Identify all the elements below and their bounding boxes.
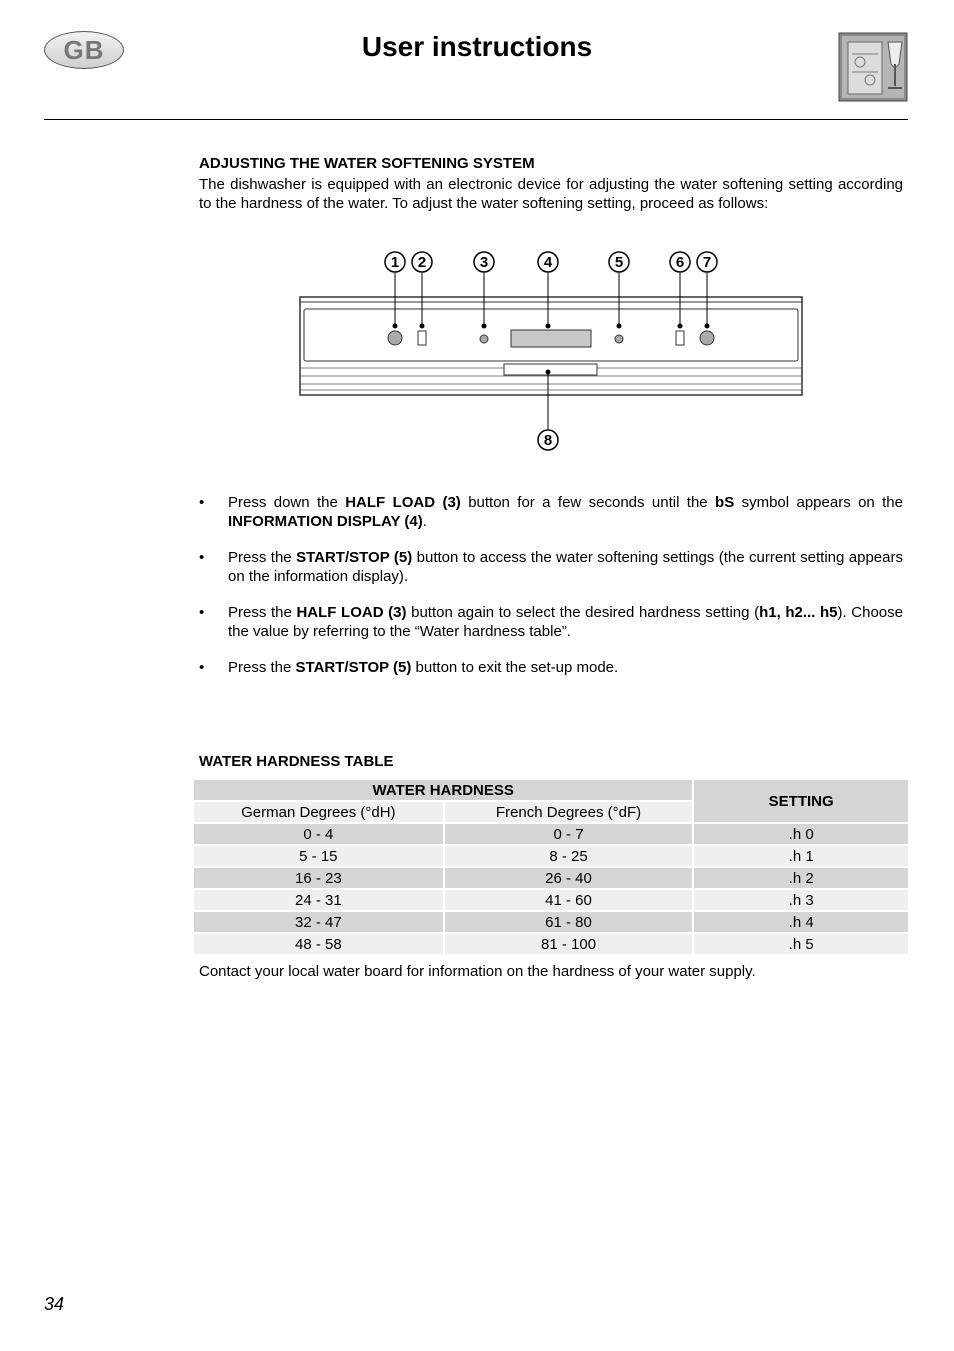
callout-6: 6 [675,254,685,271]
control-3-button [480,335,488,343]
table-row [194,868,908,888]
step-text: button to access the water softening settings (the current setting appears on the information display). [228,549,903,585]
header-water-hardness: WATER HARDNESS [194,780,692,800]
table-row [194,846,908,866]
cell-german: 32 - 47 [194,912,443,932]
table-body [194,824,908,954]
cell-german: 24 - 31 [194,890,443,910]
step-text: button again to select the desired hardness setting ( [406,604,760,621]
step-emphasis: bS [715,494,735,511]
bullet-icon: • [199,549,205,566]
table-row [194,890,908,910]
step-text: Press the [228,604,297,621]
control-4-display [511,330,591,347]
cell-setting: .h 3 [694,890,908,910]
cell-french: 8 - 25 [445,846,693,866]
cell-setting: .h 1 [694,846,908,866]
step-emphasis: INFORMATION DISPLAY (4) [228,513,423,530]
callout-4: 4 [543,254,553,271]
section-title-softening: ADJUSTING THE WATER SOFTENING SYSTEM [199,155,535,172]
language-badge: GB [44,31,124,69]
step-emphasis: h1, h2... h5 [759,604,838,621]
control-2-indicator [418,331,426,345]
step-text: button for a few seconds until the [460,494,716,511]
step-emphasis: START/STOP (5) [296,549,413,566]
cell-setting: .h 5 [694,934,908,954]
header-german-degrees: German Degrees (°dH) [194,802,443,822]
cell-german: 16 - 23 [194,868,443,888]
step-emphasis: HALF LOAD (3) [296,604,407,621]
dishwasher-logo-icon [838,32,908,102]
cell-german: 48 - 58 [194,934,443,954]
contact-note: Contact your local water board for information on the hardness of your water supply. [199,963,756,980]
door-handle [504,364,597,375]
callout-5: 5 [614,254,624,271]
control-7-button [700,331,714,345]
water-hardness-table [192,778,910,956]
step-emphasis: HALF LOAD (3) [345,494,461,511]
callout-3: 3 [479,254,489,271]
cell-setting: .h 0 [694,824,908,844]
step-text: . [422,513,427,530]
control-5-button [615,335,623,343]
step-emphasis: START/STOP (5) [295,659,412,676]
step-text: ). Choose the value by referring to the “Water hardness table”. [228,604,903,640]
header-french-degrees: French Degrees (°dF) [445,802,693,822]
step-text: Press the [228,659,296,676]
cell-german: 0 - 4 [194,824,443,844]
page-number: 34 [44,1294,65,1314]
cell-german: 5 - 15 [194,846,443,866]
header-setting: SETTING [694,780,908,822]
page-title: User instructions [361,31,593,62]
callout-8: 8 [543,432,553,449]
instruction-step [199,658,903,677]
intro-paragraph: The dishwasher is equipped with an electronic device for adjusting the water softening setting according to the hardness of the water. To adjust the water softening setting, proceed as follows: [199,176,903,212]
bullet-icon: • [199,604,205,621]
control-6-indicator [676,331,684,345]
cell-french: 81 - 100 [445,934,693,954]
table-row [194,824,908,844]
callout-1: 1 [390,254,400,271]
cell-french: 61 - 80 [445,912,693,932]
cell-french: 26 - 40 [445,868,693,888]
instruction-step [199,493,903,531]
step-text: Press the [228,549,297,566]
callout-7: 7 [702,254,712,271]
step-text: button to exit the set-up mode. [411,659,619,676]
cell-french: 41 - 60 [445,890,693,910]
cell-setting: .h 4 [694,912,908,932]
table-row [194,934,908,954]
control-panel-diagram [295,245,807,455]
header-divider [44,119,908,120]
instruction-step [199,548,903,586]
table-row [194,912,908,932]
instruction-steps-list [199,493,903,694]
callout-2: 2 [417,254,427,271]
instruction-step [199,603,903,641]
bullet-icon: • [199,659,205,676]
section-title-hardness-table: WATER HARDNESS TABLE [199,753,394,770]
bullet-icon: • [199,494,205,511]
step-text: symbol appears on the [734,494,903,511]
cell-french: 0 - 7 [445,824,693,844]
control-1-button [388,331,402,345]
step-text: Press down the [228,494,346,511]
cell-setting: .h 2 [694,868,908,888]
